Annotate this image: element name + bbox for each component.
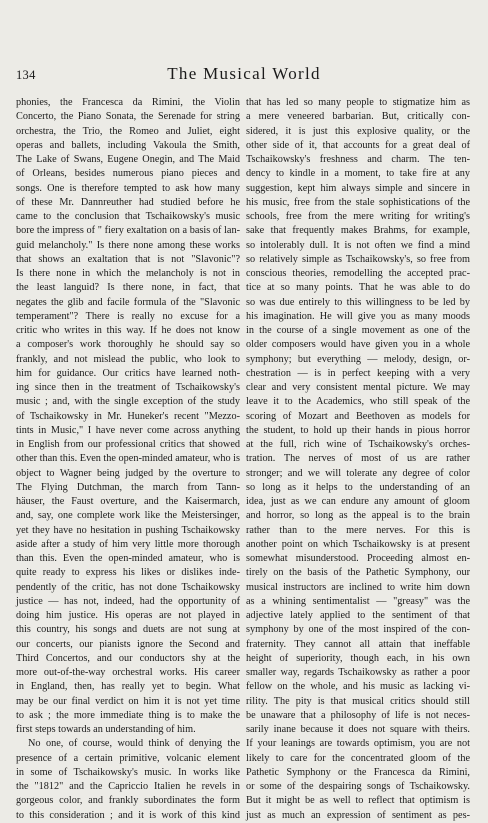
text-line: came to the conclusion that Tschaikowsky's music xyxy=(16,211,240,222)
text-line: may be our final verdict on him it is not yet time xyxy=(16,695,240,707)
text-line: conscious theories, remodelling the accepted prac- xyxy=(246,268,470,279)
text-line: than this. Even the open-minded amateur, who is xyxy=(16,553,240,564)
text-line: temperament"? There is really no excuse for a xyxy=(16,310,240,322)
text-line: dency to kindle in a moment, to take fire at any xyxy=(246,168,470,180)
text-line: older composers would have given you in a whole xyxy=(246,339,470,351)
text-line: negates the glib and facile formula of the "Slavonic xyxy=(16,296,240,308)
text-line: Concerto, the Piano Sonata, the Serenade for string xyxy=(16,111,240,123)
text-line: songs. One is therefore tempted to ask how many xyxy=(16,182,240,194)
text-line: symphony by one of the most inspired of the con- xyxy=(246,624,470,636)
text-line: justice — has not, indeed, had the opportunity of xyxy=(16,595,240,607)
text-line: quite ready to express his likes or dislikes inde- xyxy=(16,567,240,579)
text-line: leave it to the Academics, who still speak of the xyxy=(246,396,470,408)
text-line: frankly, and not mislead the public, who look to xyxy=(16,353,240,365)
text-line: ing since then in the treatment of Tschaikowsky's xyxy=(16,382,240,393)
text-line: clear and very consistent mental picture. We may xyxy=(246,382,470,393)
text-line: his imagination. He will give you as many moods xyxy=(246,310,470,322)
text-line: scoring of Mozart and Beethoven as models for xyxy=(246,410,470,422)
text-line: stronger; and we will tolerate any degree of color xyxy=(246,467,470,479)
text-line: of these Mr. Dannreuther had studied before he xyxy=(16,196,240,208)
text-line: sidered, it is just this explosive quality, or the xyxy=(246,125,470,137)
text-line: musical instructors are inclined to write him down xyxy=(246,581,470,593)
text-line: tirely on the basis of the Pathetic Symphony, our xyxy=(246,567,470,579)
left-text-column xyxy=(16,96,240,823)
text-line: häuser, the Faust overture, and the Kaisermarch, xyxy=(16,496,240,507)
text-line: so relatively simple as Tschaikowsky's, so free from xyxy=(246,253,470,265)
text-line: of Tschaikowsky in Mr. Huneker's recent "Mezzo- xyxy=(16,410,240,422)
text-line: likely to care for the concentrated gloom of the xyxy=(246,752,470,764)
text-line: to ask ; the more immediate thing is to make the xyxy=(16,709,240,721)
text-line: fellow on the whole, and his music as lacking vi- xyxy=(246,681,470,693)
text-line: in England, then, has really yet to begin. What xyxy=(16,681,240,693)
text-line: orchestra, the Trio, the Romeo and Juliet, eight xyxy=(16,125,240,137)
running-title: The Musical World xyxy=(167,64,321,83)
text-line: as a whining sentimentalist — "greasy" was the xyxy=(246,595,470,607)
text-line: gorgeous color, and frankly subordinates the form xyxy=(16,795,240,807)
text-line: or some of the despairing songs of Tschaikowsky. xyxy=(246,781,470,792)
text-line: smaller way, regards Tschaikowsky as rather a poor xyxy=(246,667,470,678)
text-line: The Flying Dutchman, the march from Tann- xyxy=(16,481,240,493)
text-line: idea, just as we can endure any amount of gloom xyxy=(246,496,470,507)
text-line: phonies, the Francesca da Rimini, the Violin xyxy=(16,97,240,108)
text-line: at the full, rich wine of Tschaikowsky's orches- xyxy=(246,439,470,450)
text-line: yet they have no hesitation in pushing Tschaikowsky xyxy=(16,524,240,536)
text-line: a composer's work thoroughly he should say so xyxy=(16,339,240,351)
text-line: tice at so many points. That he was able to do xyxy=(246,282,470,294)
text-line: Third Concertos, and our conductors shy at the xyxy=(16,652,240,664)
text-line: pendently of the critic, has not done Tschaikowsky xyxy=(16,581,240,593)
page-number: 134 xyxy=(16,68,36,82)
text-line: his music, free from the stale sophistications of the xyxy=(246,196,470,208)
text-line: tration. The nerves of most of us are rather xyxy=(246,453,470,465)
text-line: that shows an exaltation that is not "Slavonic"? xyxy=(16,253,240,265)
text-line: presence of a certain primitive, volcanic element xyxy=(16,752,240,764)
text-line: so intolerably dull. It is not often we find a mind xyxy=(246,239,470,251)
text-line: object to Wagner being judged by the overture to xyxy=(16,467,240,479)
text-line: doing him justice. His operas are not played in xyxy=(16,610,240,621)
text-line: first steps towards an understanding of him. xyxy=(16,724,196,735)
text-line: other than this. Even the open-minded amateur, who is xyxy=(16,453,240,465)
text-line: to this consideration ; and it is work of this kind xyxy=(16,809,240,821)
text-line: sarily inane because it does not square with theirs. xyxy=(246,724,470,735)
text-line: No one, of course, would think of denying the xyxy=(28,738,240,750)
text-line: music ; and, with the single exception of the study xyxy=(16,396,240,408)
text-line: tints in Music," I have never come across anything xyxy=(16,424,240,436)
text-line: But it might be as well to reflect that optimism is xyxy=(246,795,470,807)
text-line: Pathetic Symphony or the Francesca da Rimini, xyxy=(246,766,470,778)
text-line: of Orleans, besides numerous piano pieces and xyxy=(16,168,240,180)
text-line: the least languid? Is there none, in fact, that xyxy=(16,282,240,294)
text-line: suggestion, kept him always simple and sincere in xyxy=(246,182,470,194)
text-line: that has led so many people to stigmatize him as xyxy=(246,97,470,108)
text-line: adjective lately applied to the sentiment of that xyxy=(246,610,470,621)
right-text-column xyxy=(246,96,470,823)
text-line: the student, to hold up their hands in pious horror xyxy=(246,424,470,436)
text-line: and horror, so long as the appeal is to the brain xyxy=(246,510,470,522)
text-line: other side of it, that accounts for a great deal of xyxy=(246,139,470,151)
text-line: sake that frequently makes Brahms, for example, xyxy=(246,225,470,237)
text-line: somewhat misunderstood. Proceeding almost en- xyxy=(246,553,470,564)
text-line: the "1812" and the Capriccio Italien he revels in xyxy=(16,781,240,792)
text-line: be unaware that a philosophy of life is not neces- xyxy=(246,709,470,721)
text-line: bore the impress of " fiery exaltation on a basis of lan- xyxy=(16,225,240,237)
text-line: schools, free from the mere writing for writing's xyxy=(246,211,470,222)
text-line: critic who writes in this way. If he does not know xyxy=(16,325,240,336)
text-line: guid melancholy." Is there none among these works xyxy=(16,239,240,251)
text-line: so was due entirely to this willingness to be led by xyxy=(246,296,470,308)
text-line: just as much an expression of sentiment as pes- xyxy=(246,809,470,821)
text-line: him for guidance. Our critics have learned noth- xyxy=(16,367,240,379)
text-line: If your leanings are towards optimism, you are not xyxy=(246,738,470,750)
text-line: our concerts, our pianists ignore the Second and xyxy=(16,638,240,650)
text-line: and, say, one complete work like the Meistersinger, xyxy=(16,510,240,522)
running-head xyxy=(16,64,472,86)
text-line: another point on which Tschaikowsky is at present xyxy=(246,538,470,550)
text-line: rather than to the mere nerves. For this is xyxy=(246,524,470,536)
text-line: rility. The pity is that musical critics should still xyxy=(246,695,470,707)
text-line: so long as it helps to the understanding of an xyxy=(246,481,470,493)
text-line: height of superiority, though each, in his own xyxy=(246,652,470,664)
text-line: operas and ballets, including Vakoula the Smith, xyxy=(16,139,240,151)
text-line: in some of Tschaikowsky's music. In works like xyxy=(16,766,240,778)
text-line: aside after a study of him very little more thorough xyxy=(16,538,240,550)
text-line: symphony; but everything — melody, design, or- xyxy=(246,353,470,365)
text-line: Is there none in which the melancholy is not in xyxy=(16,268,240,279)
text-line: this country, his songs and duets are not sung at xyxy=(16,624,240,636)
text-line: fraternity. They cannot all attain that ineffable xyxy=(246,638,470,650)
text-line: in English from our professional critics that showed xyxy=(16,439,240,450)
text-line: in the course of a single movement as one of the xyxy=(246,325,470,336)
text-line: The Lake of Swans, Eugene Onegin, and The Maid xyxy=(16,154,240,165)
text-line: more out-of-the-way orchestral works. His career xyxy=(16,667,240,678)
text-line: a mere veneered barbarian. But, critically con- xyxy=(246,111,470,123)
text-line: Tschaikowsky's freshness and charm. The ten- xyxy=(246,154,470,165)
text-line: chestration — is in perfect keeping with a very xyxy=(246,367,470,379)
